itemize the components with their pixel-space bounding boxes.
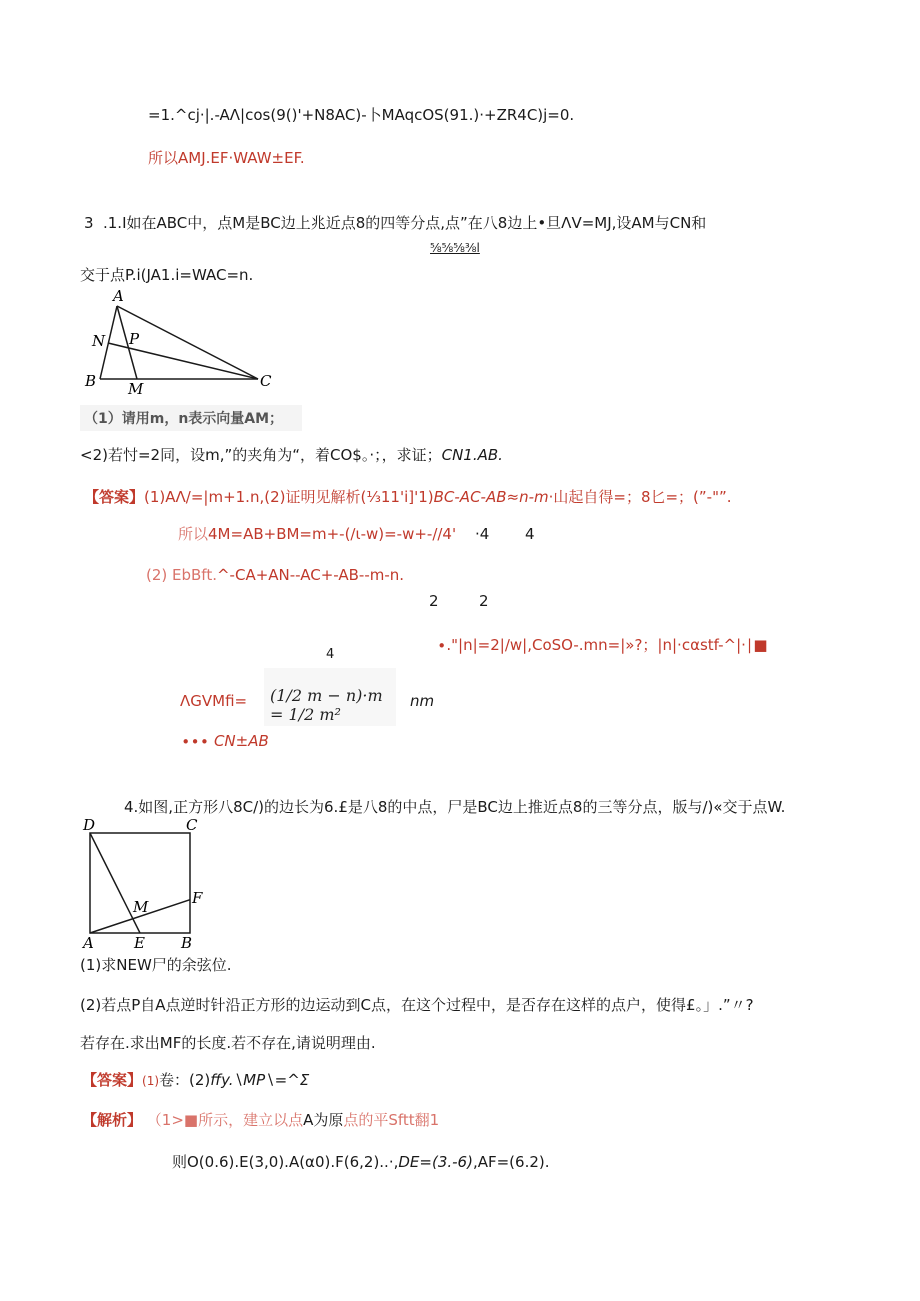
answer4-p2: ffy.∖MP∖=^Σ xyxy=(210,1071,310,1089)
label-A: A xyxy=(113,287,124,305)
q4-part3: 若存在.求出MF的长度.若不存在,请说明理由. xyxy=(80,1034,376,1052)
q4-part1: (1)求NEW尸的余弦位. xyxy=(80,956,232,974)
q3-text: .1.I如在ABC中，点M是BC边上兆近点8的四等分点,点”在八8边上•旦ΛV=MJ,设AM与CN和 xyxy=(103,214,707,232)
label-D: D xyxy=(83,816,96,834)
q4-text: 4.如图,正方形八8C/)的边长为6.£是八8的中点，尸是BC边上推近点8的三等分点，版与/)«交于点W. xyxy=(124,798,786,816)
label-B: B xyxy=(85,372,97,390)
formula-image xyxy=(264,668,396,726)
answer4-p1-val: 卷：(2) xyxy=(159,1071,211,1089)
segment-DE xyxy=(90,833,140,933)
answer3-line1 xyxy=(84,487,732,507)
label-F: F xyxy=(192,889,203,907)
square-figure xyxy=(78,813,218,953)
answer3-formula: BC-AC-AB≈n-m xyxy=(433,488,549,506)
answer3-denom-2: 2 xyxy=(479,592,489,610)
text-line-1: =1.^cj·|.-AΛ|cos(9()'+N8AC)-卜MAqcOS(91.)·+ZR4C)j=0. xyxy=(148,106,575,124)
answer3-am-formula: 4M=AB+BM=m+-(∕ι-w)=-w+-//4' xyxy=(208,525,457,543)
label-M2: M xyxy=(133,898,149,916)
label-B2: B xyxy=(181,934,193,952)
triangle-figure xyxy=(80,286,280,396)
label-P: P xyxy=(129,330,140,348)
answer3-nm: nm xyxy=(410,692,435,710)
solution4-coords xyxy=(172,1152,550,1172)
label-E: E xyxy=(134,934,145,952)
solution4-a: （1>■所示，建立以点 xyxy=(146,1111,304,1129)
answer3-perp: CN±AB xyxy=(213,732,269,750)
q3-part1: （1）请用m，n表示向量AM； xyxy=(84,411,284,427)
label-N: N xyxy=(92,332,106,350)
answer3-line5: ∙."|n|=2|∕w|,CoSO-.mn=|»?；|n|·cαstf-^|·∣■ xyxy=(437,636,768,654)
answer3-denom-1: 2 xyxy=(429,592,439,610)
answer3-part1: (1)AΛ/=|m+1.n, xyxy=(144,488,265,506)
formula-text: (1/2 m − n)·m = 1/2 m² xyxy=(270,686,383,724)
q3-part2-formula: CN1.AB. xyxy=(441,446,503,464)
solution4-line xyxy=(82,1110,439,1130)
answer4-p1: (1) xyxy=(142,1074,160,1088)
answer3-frac-1: ·4 xyxy=(475,525,490,543)
answer3-tail: ·山起自得=；8匕=；(”-"”. xyxy=(548,488,732,506)
label-A2: A xyxy=(83,934,94,952)
label-M: M xyxy=(128,380,144,396)
solution4-coords-b: DE=(3.-6) xyxy=(398,1153,473,1171)
q3-number: 3 xyxy=(84,214,94,232)
text-line-2: 所以AMJ.EF·WAW±EF. xyxy=(148,149,305,167)
answer-label: 【答案】 xyxy=(84,488,145,506)
solution4-c: 点的平Sftt翻1 xyxy=(343,1111,440,1129)
square-ABCD xyxy=(90,833,190,933)
solution-label: 【解析】 xyxy=(82,1111,143,1129)
answer3-cn-am: ΛGVMfi= xyxy=(180,692,248,710)
answer3-line2 xyxy=(178,524,456,544)
label-C: C xyxy=(260,372,272,390)
solution4-coords-a: 则O(0.6).E(3,0).A(α0).F(6,2)..·, xyxy=(172,1153,399,1171)
solution4-coords-c: ,AF=(6.2). xyxy=(472,1153,550,1171)
q3-part2 xyxy=(80,445,503,465)
q3-line2: 交于点P.i(JA1.i=WAC=n. xyxy=(80,266,254,284)
answer3-so: 所以 xyxy=(178,525,209,543)
q3-sub: ⅝⅝⅝⅜l xyxy=(430,241,480,255)
answer4-label: 【答案】 xyxy=(82,1071,143,1089)
segment-CN xyxy=(108,343,258,379)
answer3-therefore: ∙∙∙ xyxy=(181,732,210,750)
q3-part2-text: <2)若忖=2同，设m,”的夹角为“，着CO$。·；，求证； xyxy=(80,446,442,464)
answer3-frac-2: 4 xyxy=(525,525,535,543)
solution4-b: A为原 xyxy=(303,1111,344,1129)
answer3-part2: (2)证明见解析(⅓11'i]'1) xyxy=(264,488,434,506)
label-C2: C xyxy=(186,816,198,834)
answer3-top-4: 4 xyxy=(326,647,335,662)
answer3-cn-formula: ^-CA+AN--AC+-AB--m-n. xyxy=(216,566,405,584)
q4-part2: (2)若点P自A点逆时针沿正方形的边运动到C点，在这个过程中，是否存在这样的点户，使得£。」.”〃? xyxy=(80,996,754,1014)
answer4-line xyxy=(82,1070,309,1091)
answer3-line3 xyxy=(146,565,404,585)
answer3-part2-label: (2) EbBft. xyxy=(146,566,217,584)
answer3-line7 xyxy=(181,731,269,751)
